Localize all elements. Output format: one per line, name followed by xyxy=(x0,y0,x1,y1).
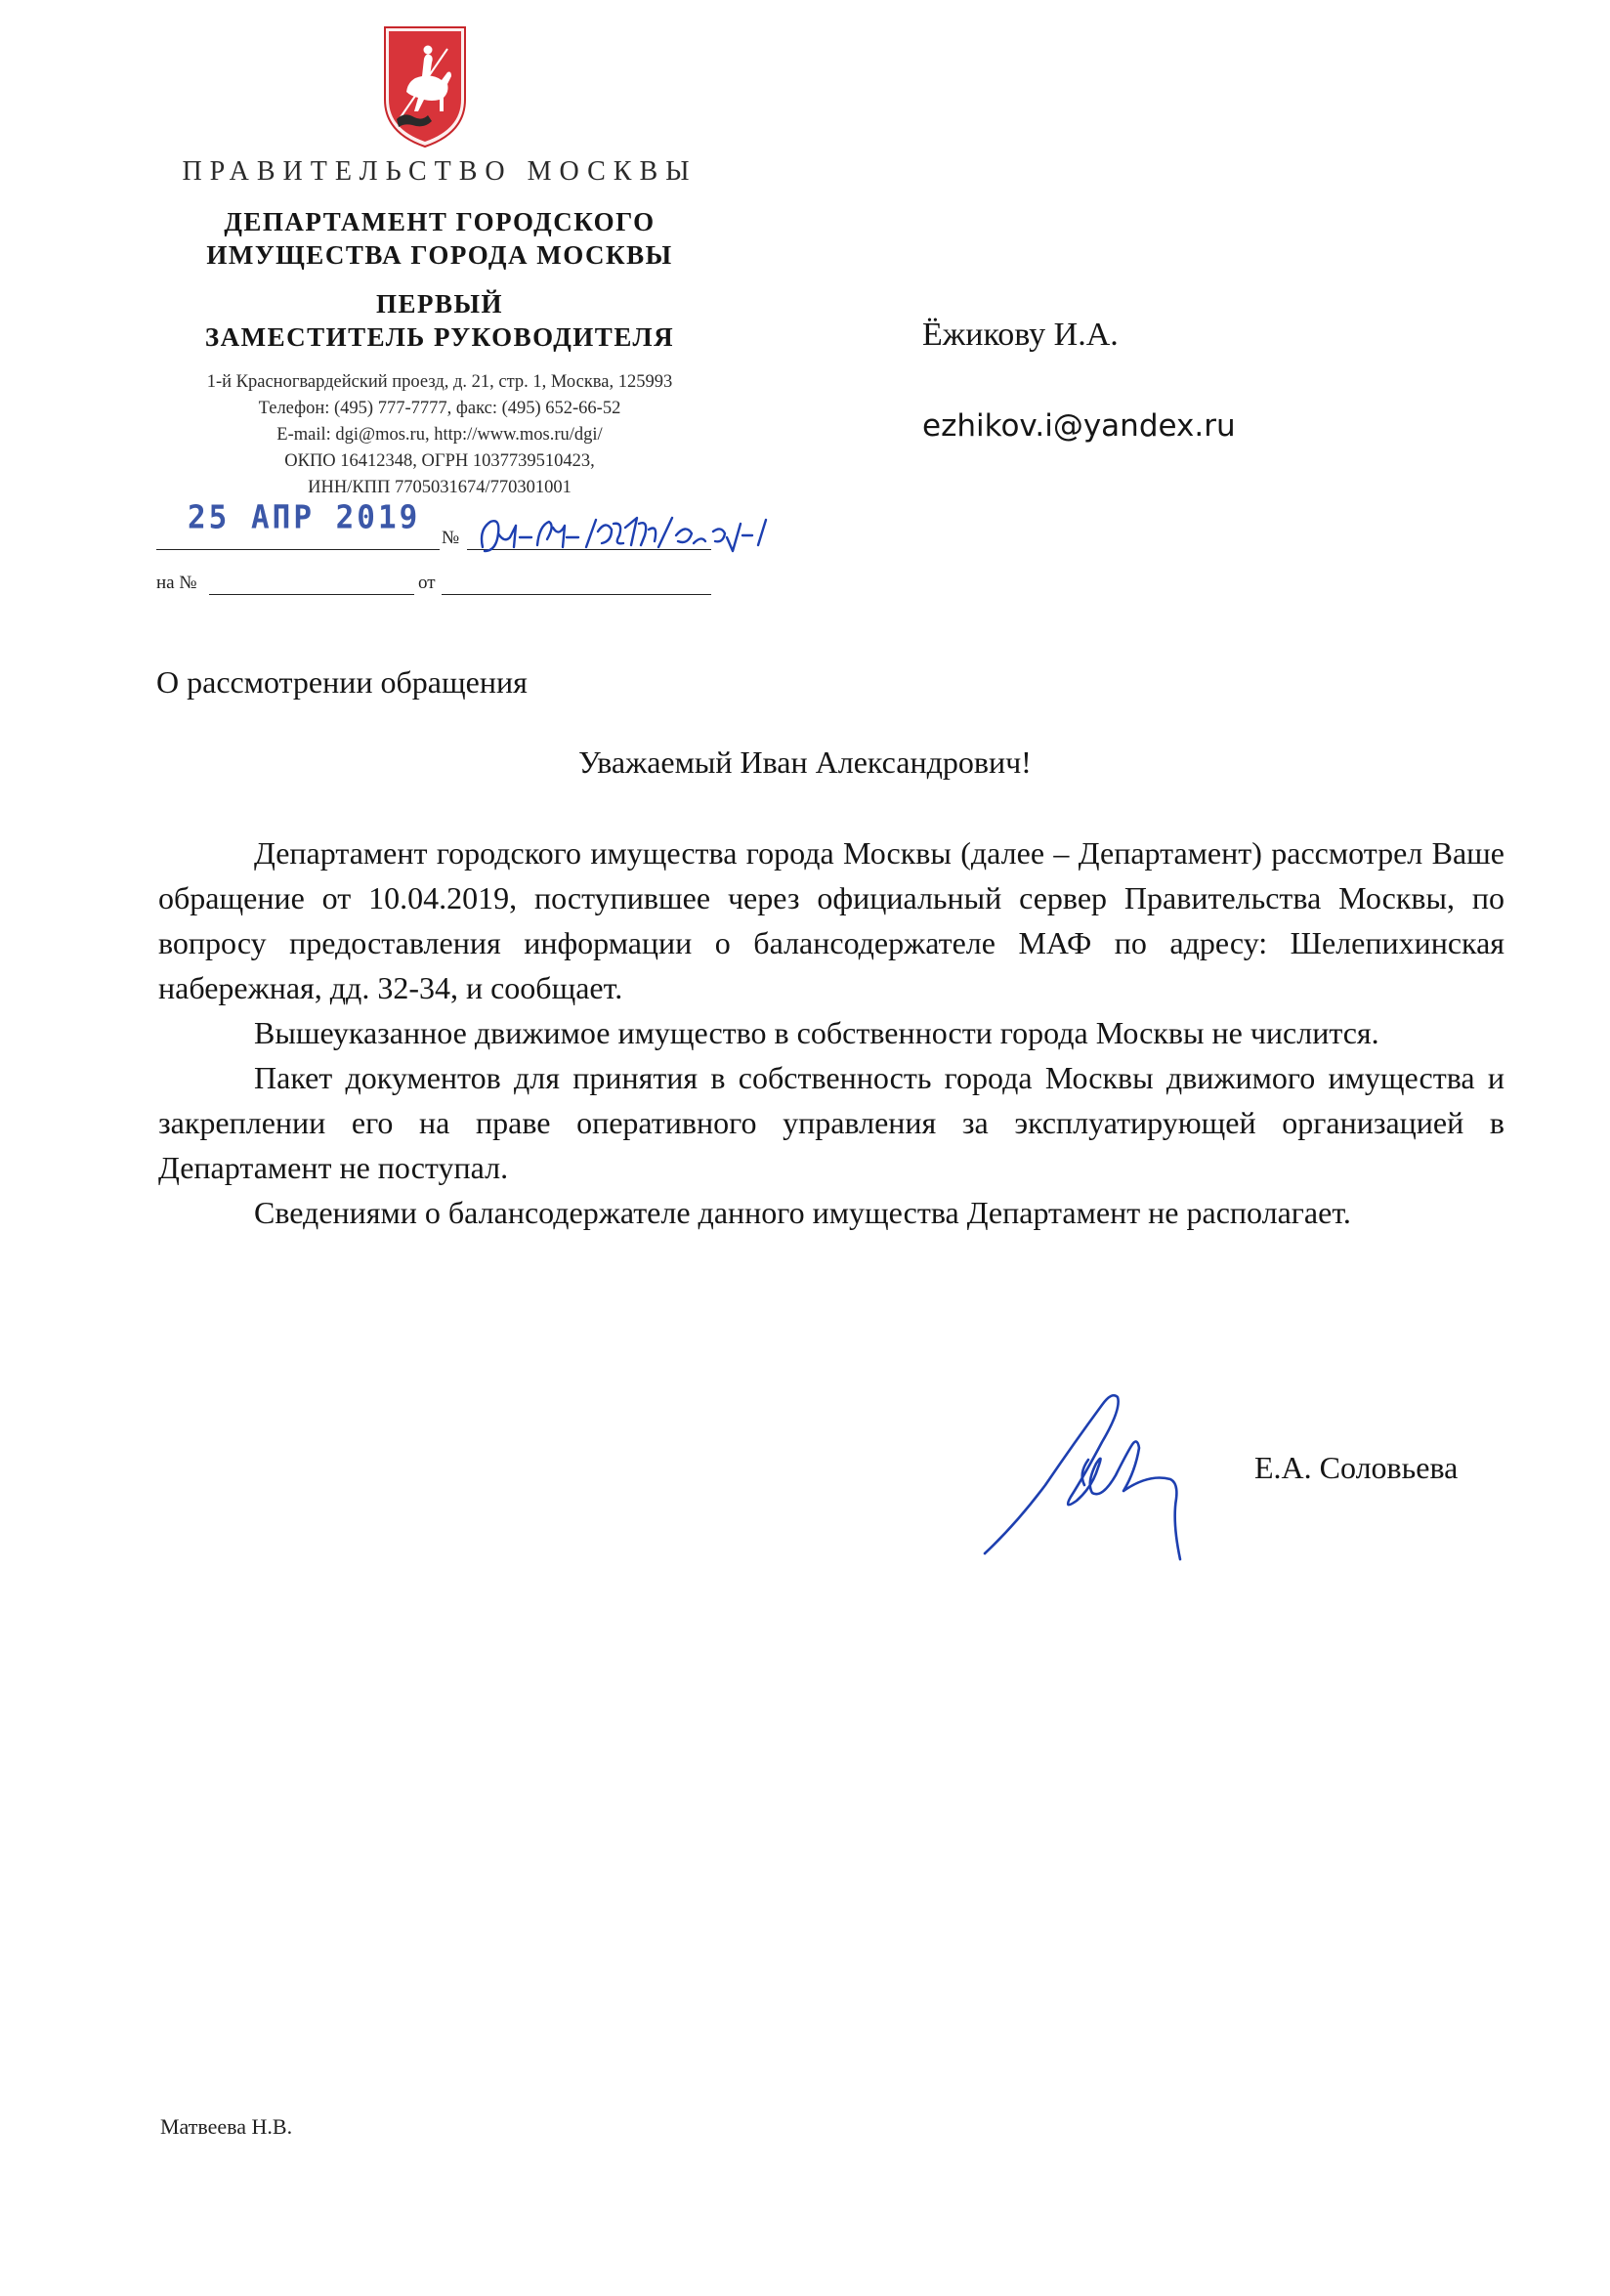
letter-subject: О рассмотрении обращения xyxy=(156,664,528,700)
date-line xyxy=(156,549,440,550)
number-label: № xyxy=(442,528,460,548)
body-paragraph-3: Пакет документов для принятия в собственность города Москвы движимого имущества и закреплении его на праве оперативного управления за эксплуатирующей организацией в Департамент не поступал. xyxy=(158,1060,1504,1185)
reply-to-label: на № xyxy=(156,573,197,593)
letterhead-phone: Телефон: (495) 777-7777, факс: (495) 652-66-52 xyxy=(258,399,621,418)
letter-greeting: Уважаемый Иван Александрович! xyxy=(578,744,1032,780)
body-paragraph-4: Сведениями о балансодержателе данного имущества Департамент не располагает. xyxy=(254,1195,1351,1230)
addressee-email: ezhikov.i@yandex.ru xyxy=(922,408,1236,444)
department-name-line2: ИМУЩЕСТВА ГОРОДА МОСКВЫ xyxy=(206,240,673,270)
from-line xyxy=(442,594,711,595)
position-line2: ЗАМЕСТИТЕЛЬ РУКОВОДИТЕЛЯ xyxy=(204,322,675,352)
position-line1: ПЕРВЫЙ xyxy=(375,289,504,319)
moscow-coat-of-arms-icon xyxy=(379,23,471,150)
body-paragraph-2: Вышеуказанное движимое имущество в собственности города Москвы не числится. xyxy=(254,1015,1379,1050)
executor-name: Матвеева Н.В. xyxy=(160,2114,293,2139)
handwritten-signature xyxy=(977,1378,1202,1563)
department-name-line1: ДЕПАРТАМЕНТ ГОРОДСКОГО xyxy=(224,207,656,236)
signer-name: Е.А. Соловьева xyxy=(1254,1450,1459,1485)
body-paragraph-1: Департамент городского имущества города Москвы (далее – Департамент) рассмотрел Ваше обращение от 10.04.2019, поступившее через официальный сервер Правительства Москвы, по вопросу предоставления информации о балансодержателе МАФ по адресу: Шелепихинская набережная, дд. 32-34, и сообщает. xyxy=(158,835,1504,1005)
reply-to-line xyxy=(209,594,414,595)
date-stamp: 25 АПР 2019 xyxy=(188,499,421,536)
letterhead-address: 1-й Красногвардейский проезд, д. 21, стр. 1, Москва, 125993 xyxy=(206,372,673,392)
government-title: ПРАВИТЕЛЬСТВО МОСКВЫ xyxy=(182,156,698,187)
letterhead-inn-kpp: ИНН/КПП 7705031674/770301001 xyxy=(308,478,572,497)
from-label: от xyxy=(418,573,436,593)
letterhead-okpo-ogrn: ОКПО 16412348, ОГРН 1037739510423, xyxy=(284,451,595,471)
handwritten-registration-number xyxy=(477,508,828,576)
letter-body xyxy=(158,830,1504,1235)
addressee-name: Ёжикову И.А. xyxy=(922,317,1119,353)
letterhead-email-web: E-mail: dgi@mos.ru, http://www.mos.ru/dgi/ xyxy=(276,425,603,445)
